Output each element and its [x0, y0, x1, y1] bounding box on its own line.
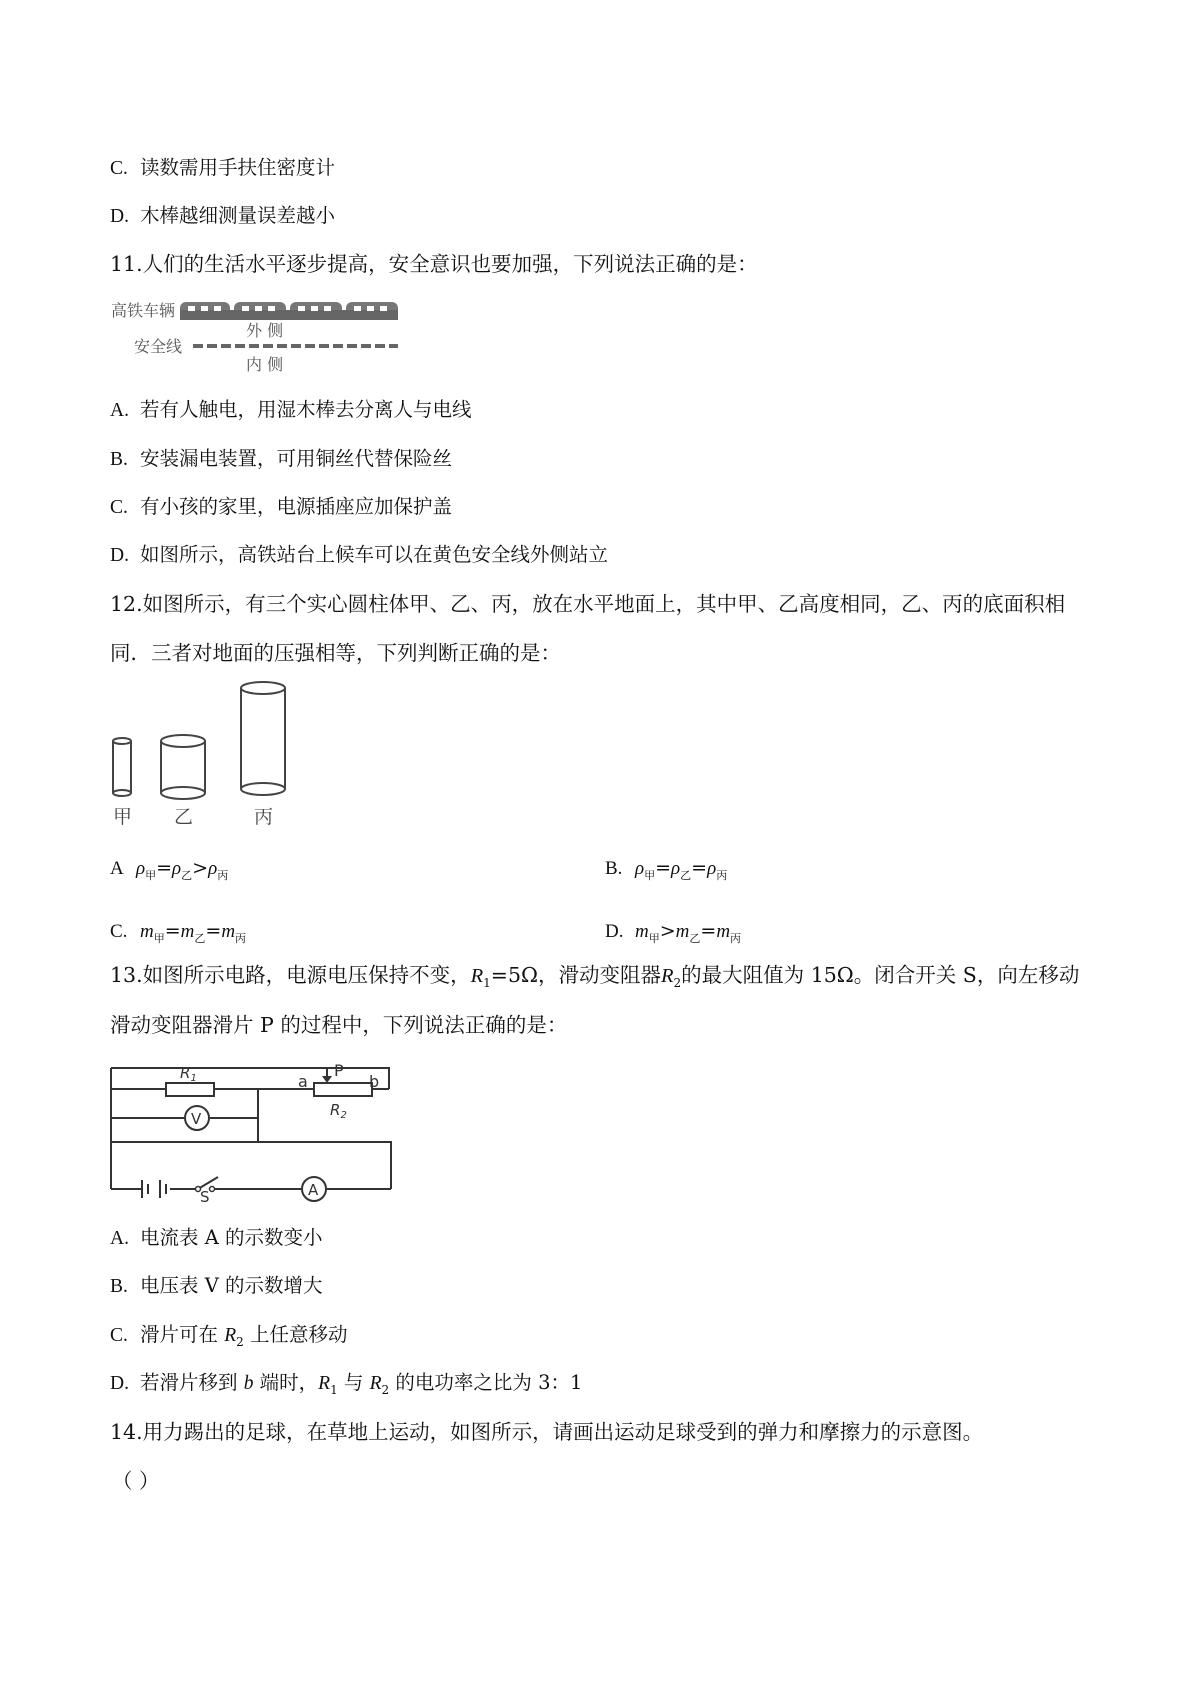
resistor-r2 [314, 1083, 372, 1096]
q11-option-c [110, 495, 452, 519]
option-letter: D. [605, 921, 624, 942]
q12-stem-line1: 12.如图所示，有三个实心圆柱体甲、乙、丙，放在水平地面上，其中甲、乙高度相同，乙、丙的底面积相 [110, 592, 1066, 616]
option-text: 电流表 A 的示数变小 [140, 1226, 323, 1249]
option-letter: A [110, 858, 124, 879]
outer-side-label: 外 侧 [246, 321, 284, 340]
q13-option-a [110, 1226, 322, 1250]
option-letter: A. [110, 400, 129, 421]
cylinder-yi [161, 735, 205, 799]
q10-option-d [110, 204, 335, 228]
inner-side-label: 内 侧 [246, 355, 284, 374]
option-letter: B. [110, 449, 128, 470]
battery-icon [142, 1180, 166, 1198]
ammeter-icon [302, 1177, 326, 1201]
slider-arrow [322, 1076, 332, 1083]
high-speed-rail-figure [108, 296, 408, 376]
p-label: P [334, 1062, 344, 1080]
q12-option-c: C. $m_甲=m_乙=m_丙$ [110, 920, 247, 945]
option-text: 木棒越细测量误差越小 [140, 204, 336, 227]
option-letter: C. [110, 921, 128, 942]
option-letter: C. [110, 497, 128, 518]
voltmeter-icon [185, 1106, 209, 1130]
q12-option-b: B. $\rho_甲=\rho_乙=\rho_丙$ [605, 857, 728, 882]
q12-option-d: D. $m_甲>m_乙=m_丙$ [605, 920, 742, 945]
q14-answer-blank: （ ） [112, 1469, 160, 1493]
label-jia: 甲 [113, 806, 133, 828]
option-letter: B. [605, 858, 623, 879]
q11-option-b [110, 447, 452, 471]
option-letter: D. [110, 1373, 129, 1394]
option-text: 电压表 V 的示数增大 [140, 1274, 323, 1297]
label-yi: 乙 [174, 806, 194, 828]
svg-text:V: V [191, 1110, 202, 1128]
cylinders-figure [100, 680, 320, 830]
q11-option-d [110, 543, 608, 567]
label-bing: 丙 [254, 806, 274, 828]
b-label: b [369, 1072, 380, 1091]
option-letter: D. [110, 545, 129, 566]
train-cars [180, 302, 398, 320]
switch-label: S [200, 1188, 210, 1202]
r2-label: $R_2$ [330, 1101, 347, 1121]
option-text: 有小孩的家里，电源插座应加保护盖 [140, 495, 453, 518]
svg-text:A: A [308, 1181, 319, 1199]
resistor-r1 [166, 1083, 214, 1096]
r1-label: $R_1$ [180, 1064, 197, 1084]
option-text: 安装漏电装置，可用铜丝代替保险丝 [140, 447, 453, 470]
q13-stem-line2: 滑动变阻器滑片 P 的过程中，下列说法正确的是： [110, 1013, 568, 1037]
q13-option-b [110, 1274, 322, 1298]
safety-line-label: 安全线 [134, 337, 183, 356]
cylinder-jia [113, 738, 131, 796]
option-letter: C. [110, 1325, 128, 1346]
option-text: 如图所示，高铁站台上候车可以在黄色安全线外侧站立 [140, 543, 609, 566]
option-text: 读数需用手扶住密度计 [140, 156, 336, 179]
q13-stem-line1: 13.如图所示电路，电源电压保持不变，$R_1=5\Omega$，滑动变阻器$R_2$的最大阻值为 15Ω。闭合开关 S，向左移动 [110, 963, 1080, 991]
q10-option-c [110, 156, 335, 180]
q14-stem: 14.用力踢出的足球，在草地上运动，如图所示，请画出运动足球受到的弹力和摩擦力的示意图。 [110, 1420, 984, 1444]
q11-stem: 11.人们的生活水平逐步提高，安全意识也要加强，下列说法正确的是： [110, 252, 758, 276]
q13-option-c: C. 滑片可在 $R_2$ 上任意移动 [110, 1323, 348, 1349]
q12-option-a: A $\rho_甲=\rho_乙>\rho_丙$ [110, 857, 229, 882]
q13-option-d: D. 若滑片移到 b 端时，$R_1$ 与 $R_2$ 的电功率之比为 3：1 [110, 1371, 583, 1397]
circuit-diagram [108, 1062, 398, 1202]
option-letter: B. [110, 1276, 128, 1297]
q11-option-a [110, 398, 472, 422]
option-letter: D. [110, 206, 129, 227]
option-text: 若有人触电，用湿木棒去分离人与电线 [140, 398, 472, 421]
option-letter: C. [110, 158, 128, 179]
option-letter: A. [110, 1228, 129, 1249]
cylinder-bing [241, 682, 285, 795]
q12-stem-line2: 同．三者对地面的压强相等，下列判断正确的是： [110, 641, 561, 665]
a-label: a [298, 1072, 308, 1091]
train-label: 高铁车辆 [111, 301, 176, 320]
